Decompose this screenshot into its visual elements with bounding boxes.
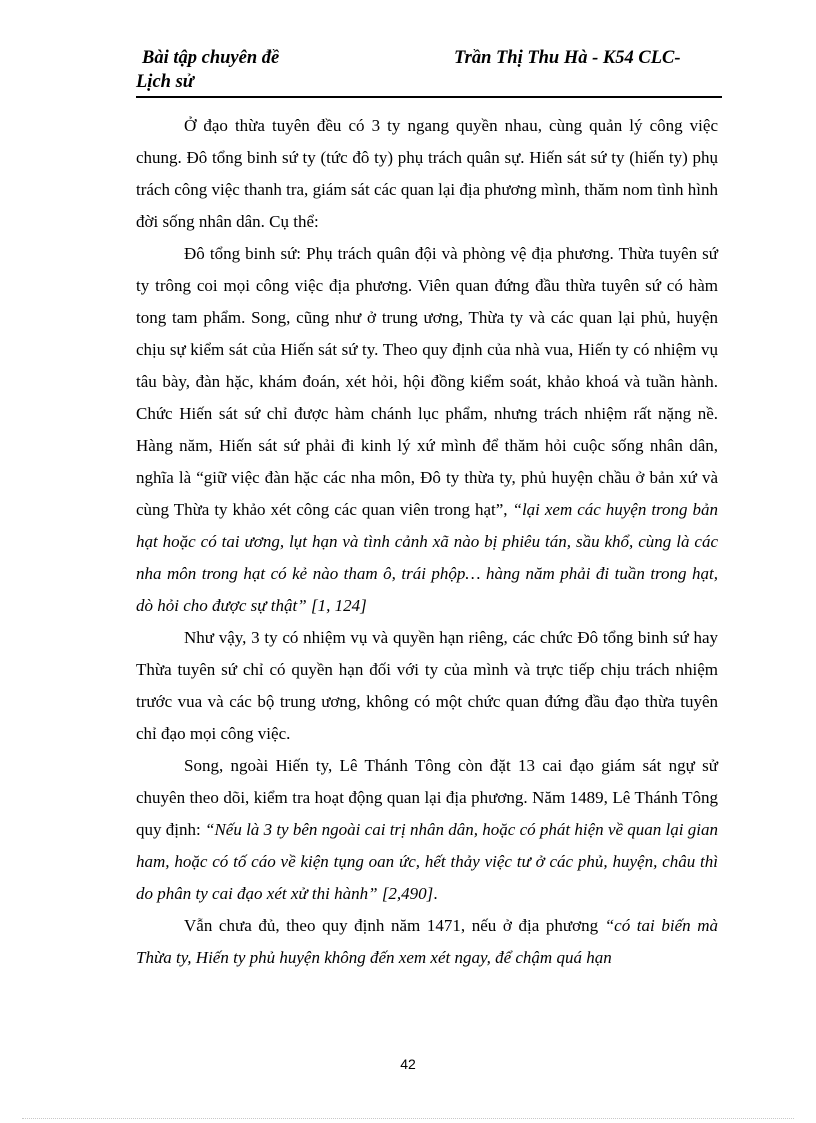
paragraph-text: Như vậy, 3 ty có nhiệm vụ và quyền hạn riêng, các chức Đô tổng binh sứ hay Thừa tuyên sứ chỉ có quyền hạn đối với ty của mình và trực tiếp chịu trách nhiệm trước vua và các bộ trung ương, không có một chức quan đứng đầu đạo thừa tuyên chỉ đạo mọi công việc.	[136, 628, 718, 743]
page-bottom-border	[22, 1118, 794, 1119]
header-author: Trần Thị Thu Hà - K54 CLC-	[454, 48, 681, 68]
paragraph-tail: .	[433, 884, 438, 903]
paragraph	[136, 910, 718, 974]
paragraph-text: Song, ngoài Hiến ty, Lê Thánh Tông còn đặt 13 cai đạo giám sát ngự sử chuyên theo dõi, kiểm tra hoạt động quan lại địa phương. Năm 1489, Lê Thánh Tông quy định:	[136, 756, 718, 839]
paragraph	[136, 238, 718, 622]
header-subject: Lịch sử	[136, 72, 194, 92]
quotation: “lại xem các huyện trong bản hạt hoặc có tai ương, lụt hạn và tình cảnh xã nào bị phiêu tán, sầu khổ, cùng là các nha môn trong hạt có kẻ nào tham ô, trái phộp… hàng năm phải đi tuần trong hạt, dò hỏi cho được sự thật” [1, 124]	[136, 500, 718, 615]
header-course-title: Bài tập chuyên đề	[142, 48, 280, 68]
paragraph-text: Ở đạo thừa tuyên đều có 3 ty ngang quyền nhau, cùng quản lý công việc chung. Đô tổng binh sứ ty (tức đô ty) phụ trách quân sự. Hiến sát sứ ty (hiến ty) phụ trách công việc thanh tra, giám sát các quan lại địa phương mình, thăm nom tình hình đời sống nhân dân. Cụ thể:	[136, 116, 718, 231]
paragraph	[136, 110, 718, 238]
page-number: 42	[400, 1056, 416, 1072]
document-body	[136, 110, 718, 974]
paragraph	[136, 750, 718, 910]
paragraph	[136, 622, 718, 750]
page-header	[136, 46, 722, 98]
paragraph-text: Đô tổng binh sứ: Phụ trách quân đội và phòng vệ địa phương. Thừa tuyên sứ ty trông coi mọi công việc địa phương. Viên quan đứng đầu thừa tuyên sứ có hàm tong tam phẩm. Song, cũng như ở trung ương, Thừa ty và các quan lại phủ, huyện chịu sự kiểm sát của Hiến sát sứ ty. Theo quy định của nhà vua, Hiến ty có nhiệm vụ tâu bày, đàn hặc, khám đoán, xét hỏi, hội đồng kiểm soát, khảo khoá và tuần hành. Chức Hiến sát sứ chỉ được hàm chánh lục phẩm, nhưng trách nhiệm rất nặng nề. Hàng năm, Hiến sát sứ phải đi kinh lý xứ mình để thăm hỏi cuộc sống nhân dân, nghĩa là “giữ việc đàn hặc các nha môn, Đô ty thừa ty, phủ huyện chầu ở bản xứ và cùng Thừa ty khảo xét công các quan viên trong hạt”,	[136, 244, 718, 519]
quotation: “Nếu là 3 ty bên ngoài cai trị nhân dân, hoặc có phát hiện về quan lại gian ham, hoặc có tố cáo về kiện tụng oan ức, hết thảy việc tư ở các phủ, huyện, châu thì do phân ty cai đạo xét xử thi hành” [2,490]	[136, 820, 718, 903]
quotation: “có tai biến mà Thừa ty, Hiến ty phủ huyện không đến xem xét ngay, để chậm quá hạn	[136, 916, 718, 967]
paragraph-text: Vẫn chưa đủ, theo quy định năm 1471, nếu ở địa phương	[184, 916, 599, 935]
